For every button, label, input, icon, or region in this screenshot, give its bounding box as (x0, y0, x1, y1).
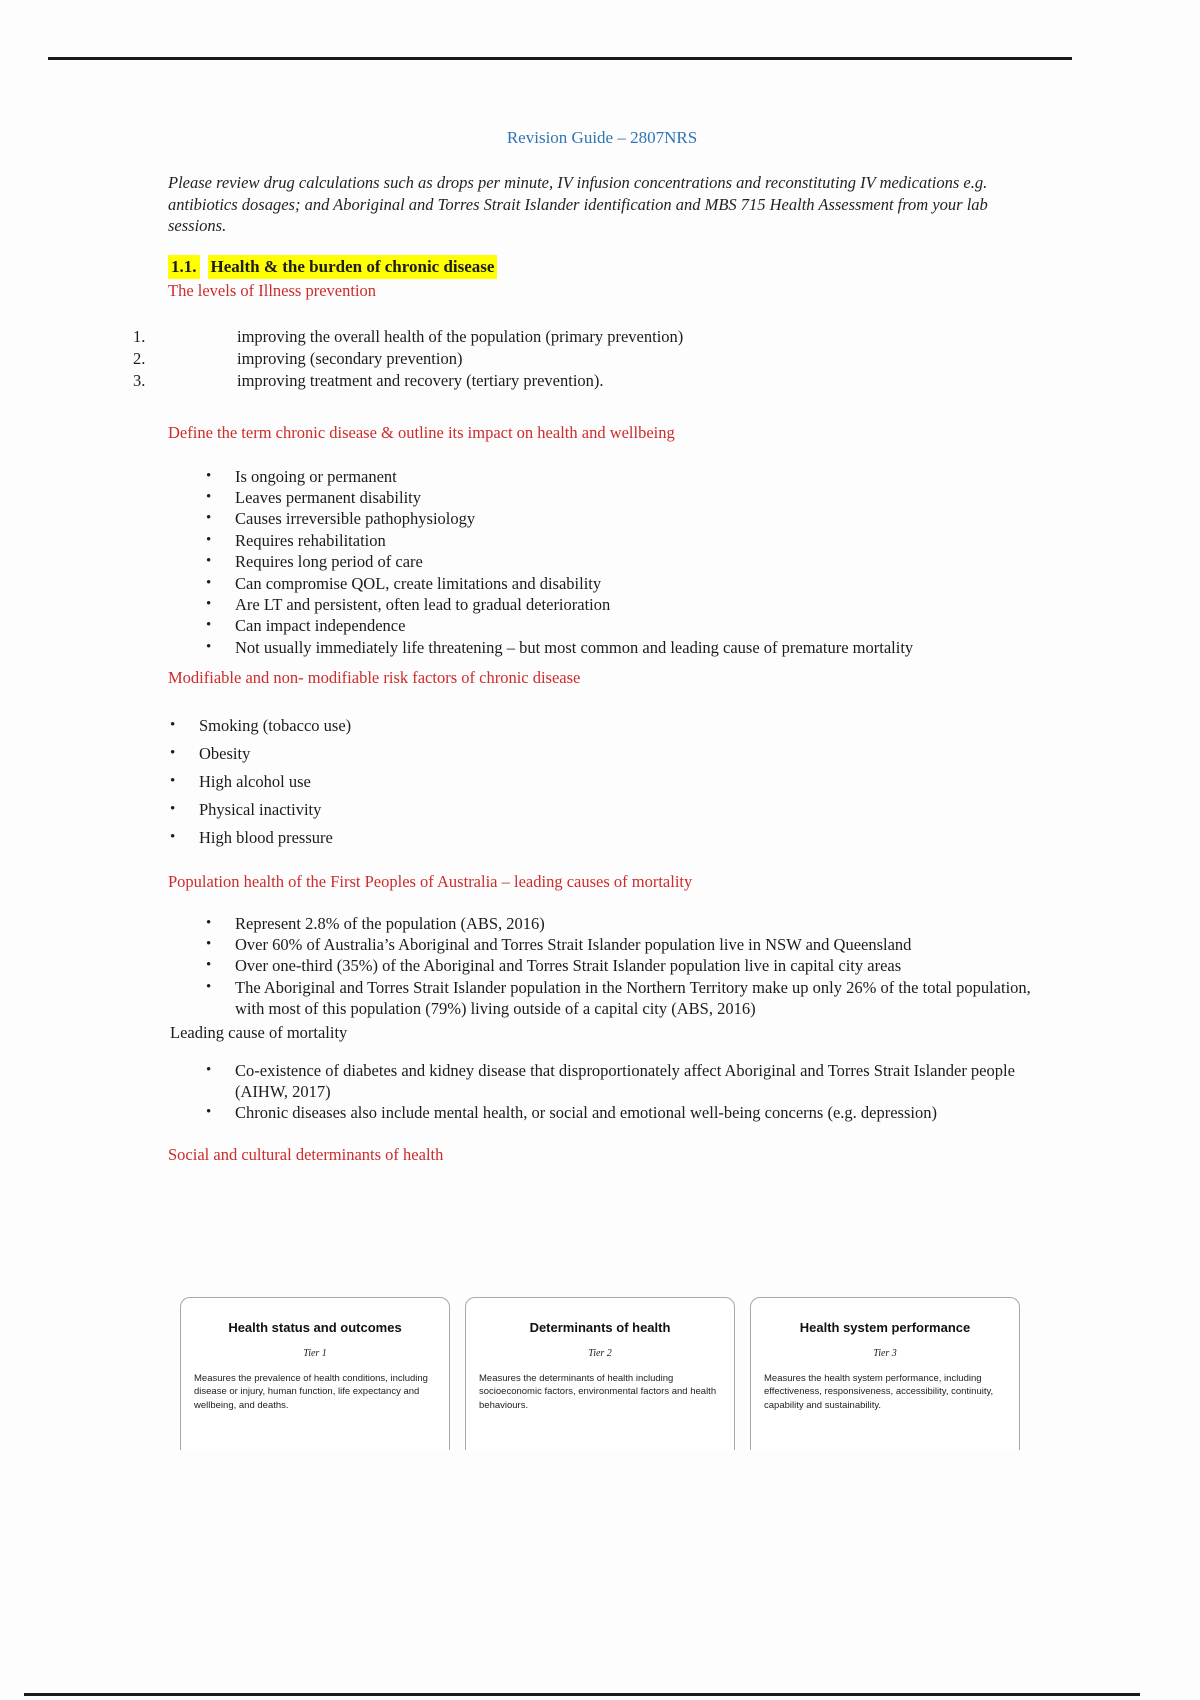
document-content (133, 0, 1036, 1450)
list-number: 1. (133, 326, 146, 346)
bullet-item: • Represent 2.8% of the population (ABS, 2016) (168, 913, 1036, 934)
tier-card-label: Tier 2 (588, 1347, 612, 1359)
bullet-item: • Over one-third (35%) of the Aboriginal and Torres Strait Islander population live in capital city areas (168, 955, 1036, 976)
list-number: 2. (133, 348, 146, 368)
bullet-item: • Causes irreversible pathophysiology (168, 508, 1036, 529)
bullet-item: • Physical inactivity (168, 799, 1036, 820)
bullet-item: • Requires rehabilitation (168, 530, 1036, 551)
risk-factors-bullet-list (168, 715, 1036, 848)
bullet-item: • Is ongoing or permanent (168, 466, 1036, 487)
heading-risk-factors: Modifiable and non- modifiable risk factors of chronic disease (168, 668, 581, 688)
tier-cards-row (180, 1297, 1020, 1450)
heading-social-determinants: Social and cultural determinants of health (168, 1144, 444, 1164)
numbered-list-item (133, 348, 1036, 370)
bullet-item: • Smoking (tobacco use) (168, 715, 1036, 736)
numbered-list-item (133, 326, 1036, 348)
numbered-list-item (133, 370, 1036, 392)
tier-card-label: Tier 3 (873, 1347, 897, 1359)
tier-card (750, 1297, 1020, 1450)
tier-card-title: Determinants of health (529, 1319, 671, 1335)
tier-card-body: Measures the prevalence of health conditions, including disease or injury, human function, life expectancy and wellbeing, and deaths. (194, 1372, 428, 1411)
bullet-item: • Obesity (168, 743, 1036, 764)
heading-define-chronic-disease: Define the term chronic disease & outline its impact on health and wellbeing (168, 422, 675, 442)
bullet-item: • Requires long period of care (168, 551, 1036, 572)
bullet-item: • Leaves permanent disability (168, 487, 1036, 508)
population-bullet-list (168, 913, 1036, 1020)
bullet-item: • Not usually immediately life threatening – but most common and leading cause of premature mortality (168, 637, 1036, 658)
list-text: improving (secondary prevention) (237, 348, 463, 368)
footer-rule (24, 1693, 1140, 1696)
section-title: Health & the burden of chronic disease (208, 255, 498, 279)
bullet-item: • High blood pressure (168, 827, 1036, 848)
tier-cards-section (180, 1297, 1020, 1450)
list-number: 3. (133, 370, 146, 390)
bullet-item: • Over 60% of Australia’s Aboriginal and Torres Strait Islander population live in NSW and Queensland (168, 934, 1036, 955)
bullet-item: • Can impact independence (168, 615, 1036, 636)
intro-paragraph: Please review drug calculations such as drops per minute, IV infusion concentrations and reconstituting IV medications e.g. antibiotics dosages; and Aboriginal and Torres Strait Islander identification and MBS 715 Health Assessment from your lab sessions. (168, 173, 988, 235)
tier-card-label: Tier 1 (303, 1347, 327, 1359)
tier-card-body: Measures the determinants of health including socioeconomic factors, environmental factors and health behaviours. (479, 1372, 717, 1411)
leading-cause-bullet-list (168, 1060, 1036, 1124)
tier-card-title: Health system performance (799, 1319, 971, 1335)
list-text: improving treatment and recovery (tertiary prevention). (237, 370, 604, 390)
tier-card-title: Health status and outcomes (228, 1319, 402, 1335)
prevention-numbered-list (133, 326, 1036, 392)
bullet-item: • High alcohol use (168, 771, 1036, 792)
list-text: improving the overall health of the population (primary prevention) (237, 326, 684, 346)
tier-card-body: Measures the health system performance, including effectiveness, responsiveness, accessibility, continuity, capability and sustainability. (764, 1372, 994, 1411)
tier-card (180, 1297, 450, 1450)
chronic-disease-bullet-list (168, 466, 1036, 659)
tier-card (465, 1297, 735, 1450)
bullet-item: • Co-existence of diabetes and kidney disease that disproportionately affect Aboriginal and Torres Strait Islander people (AIHW, 2017) (168, 1060, 1036, 1103)
section-heading (168, 255, 1036, 279)
section-number: 1.1. (168, 255, 200, 279)
bullet-item: • The Aboriginal and Torres Strait Islander population in the Northern Territory make up only 26% of the total population, with most of this population (79%) living outside of a capital city (ABS, 2016) (168, 977, 1036, 1020)
bullet-item: • Can compromise QOL, create limitations and disability (168, 573, 1036, 594)
bullet-item: • Chronic diseases also include mental health, or social and emotional well-being concerns (e.g. depression) (168, 1102, 1036, 1123)
heading-population-health: Population health of the First Peoples of Australia – leading causes of mortality (168, 871, 693, 891)
heading-levels-prevention: The levels of Illness prevention (168, 280, 377, 300)
bullet-item: • Are LT and persistent, often lead to gradual deterioration (168, 594, 1036, 615)
leading-cause-label: Leading cause of mortality (170, 1022, 348, 1042)
page-title: Revision Guide – 2807NRS (506, 128, 698, 147)
